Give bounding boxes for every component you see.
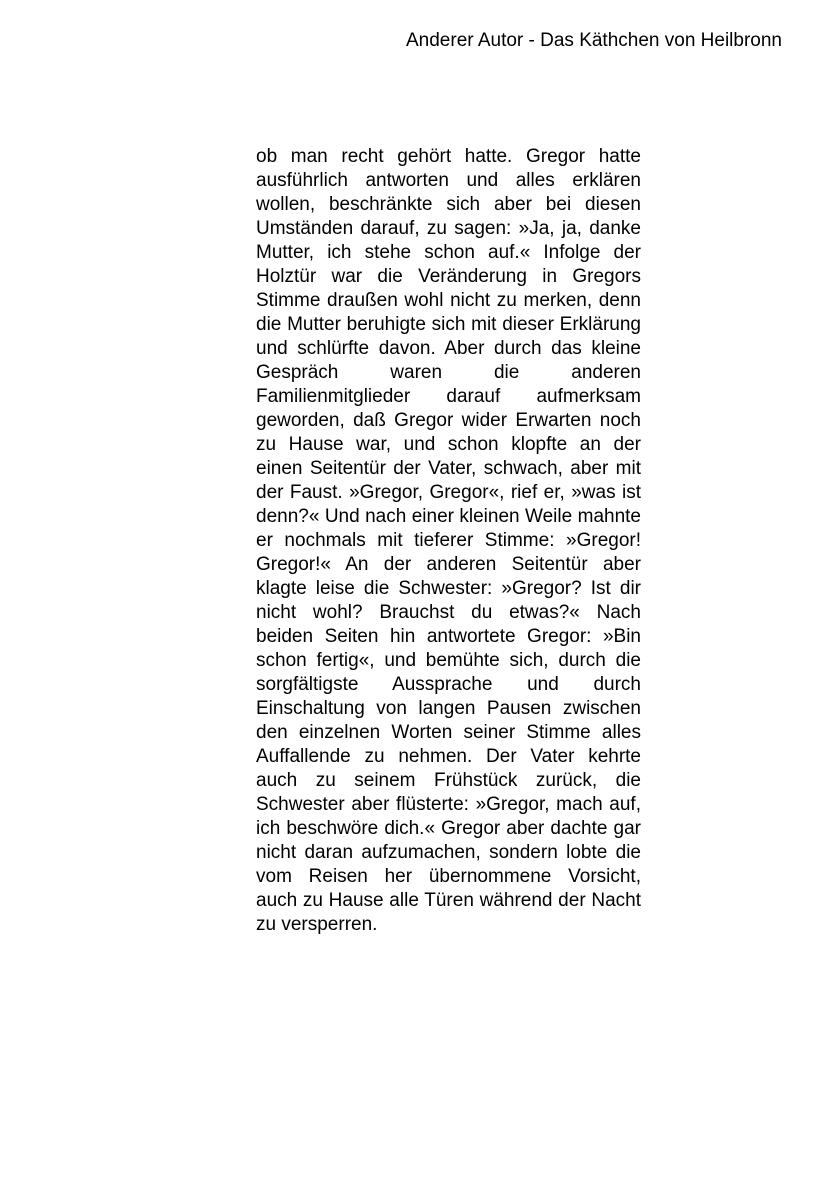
body-text xyxy=(256,145,641,937)
running-header: Anderer Autor - Das Käthchen von Heilbronn xyxy=(406,30,782,51)
paragraph: ob man recht gehört hatte. Gregor hatte ausführlich antworten und alles erklären wollen, beschränkte sich aber bei diesen Umständen darauf, zu sagen: »Ja, ja, danke Mutter, ich stehe schon auf.« Infolge der Holztür war die Veränderung in Gregors Stimme draußen wohl nicht zu merken, denn die Mutter beruhigte sich mit dieser Erklärung und schlürfte davon. Aber durch das kleine Gespräch waren die anderen Familienmitglieder darauf aufmerksam geworden, daß Gregor wider Erwarten noch zu Hause war, und schon klopfte an der einen Seitentür der Vater, schwach, aber mit der Faust. »Gregor, Gregor«, rief er, »was ist denn?« Und nach einer kleinen Weile mahnte er nochmals mit tieferer Stimme: »Gregor! Gregor!« An der anderen Seitentür aber klagte leise die Schwester: »Gregor? Ist dir nicht wohl? Brauchst du etwas?« Nach beiden Seiten hin antwortete Gregor: »Bin schon fertig«, und bemühte sich, durch die sorgfältigste Aussprache und durch Einschaltung von langen Pausen zwischen den einzelnen Worten seiner Stimme alles Auffallende zu nehmen. Der Vater kehrte auch zu seinem Frühstück zurück, die Schwester aber flüsterte: »Gregor, mach auf, ich beschwöre dich.« Gregor aber dachte gar nicht daran aufzumachen, sondern lobte die vom Reisen her übernommene Vorsicht, auch zu Hause alle Türen während der Nacht zu versperren. xyxy=(256,146,641,935)
